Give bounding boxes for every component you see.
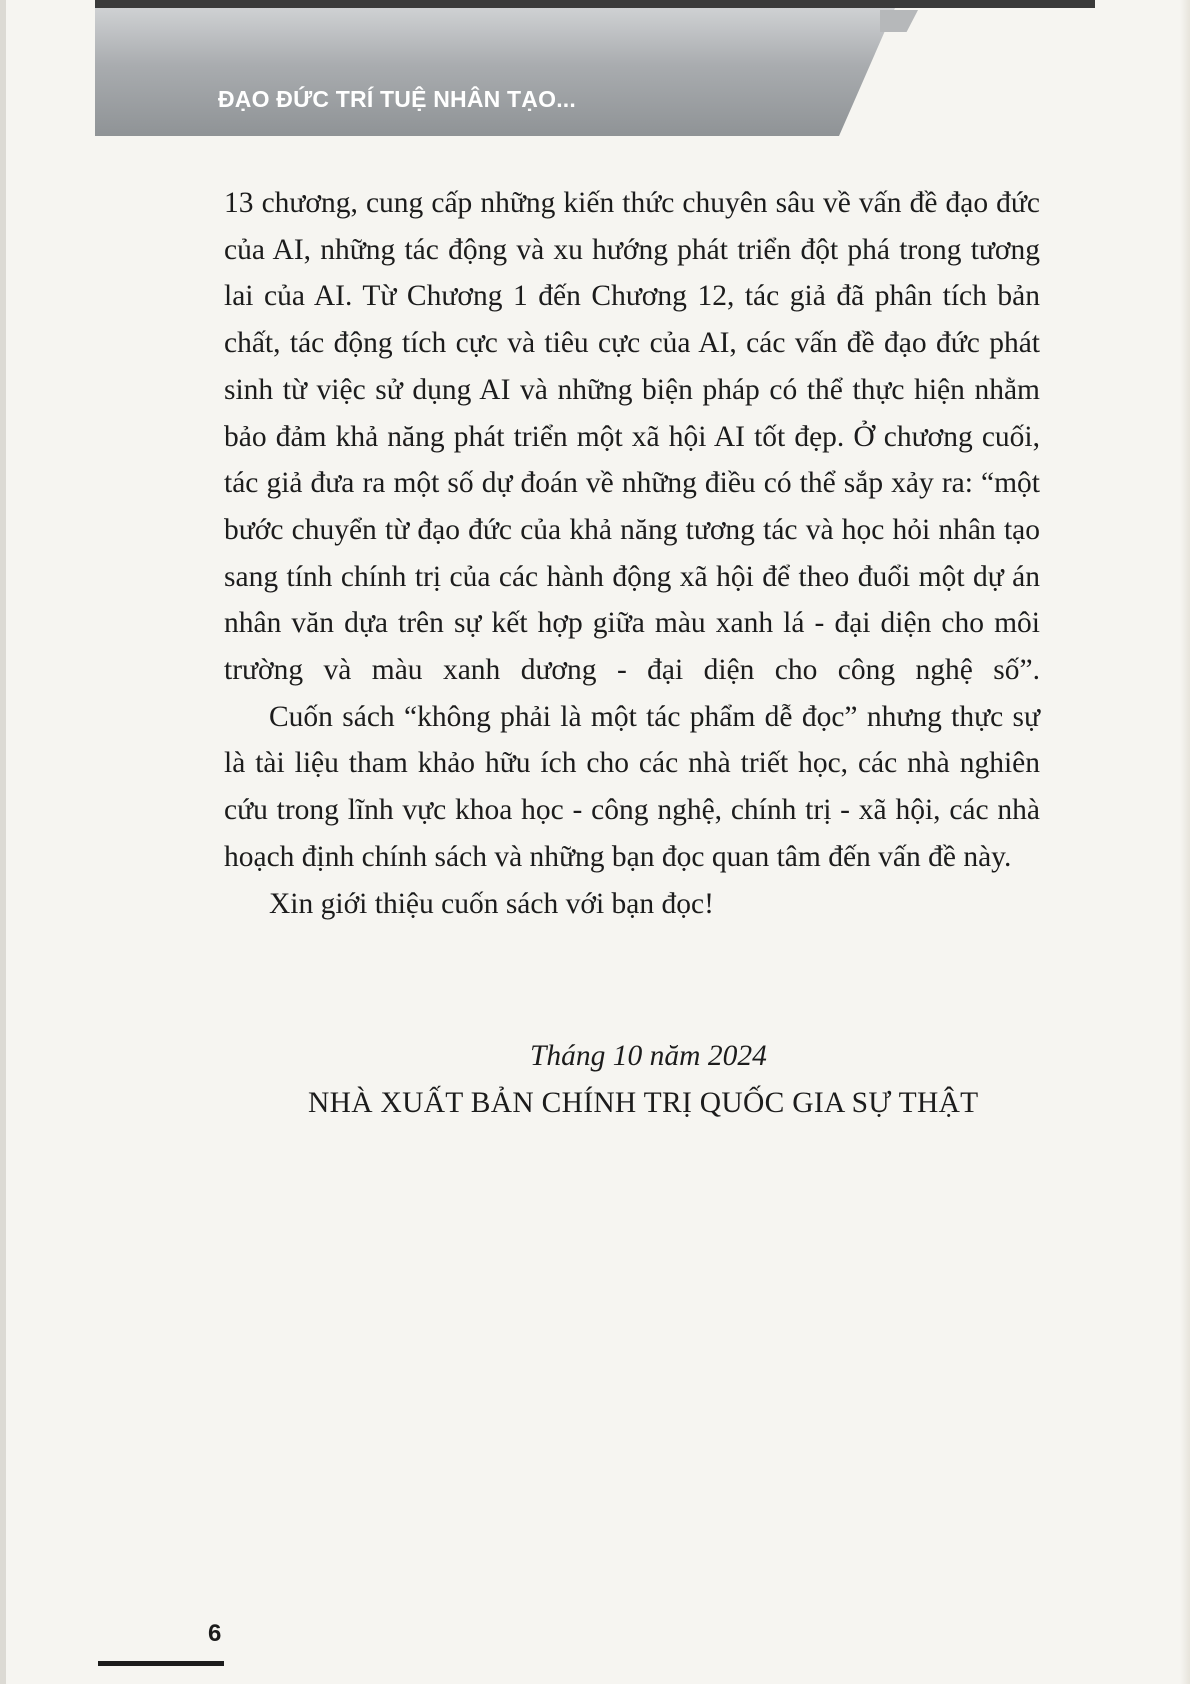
running-header-band xyxy=(95,8,895,136)
running-header-tab xyxy=(880,10,918,32)
main-text xyxy=(224,180,1040,927)
paragraph-book-assessment: Cuốn sách “không phải là một tác phẩm dễ đọc” nhưng thực sự là tài liệu tham khảo hữu ích cho các nhà triết học, các nhà nghiên cứu trong lĩnh vực khoa học - công nghệ, chính trị - xã hội, các nhà hoạch định chính sách và những bạn đọc quan tâm đến vấn đề này. xyxy=(224,700,1040,873)
page-number: 6 xyxy=(208,1620,222,1647)
footer-rule xyxy=(98,1661,224,1666)
header-top-edge xyxy=(95,0,1095,8)
page-edge-left xyxy=(0,0,6,1684)
paragraph-continuation: 13 chương, cung cấp những kiến thức chuyên sâu về vấn đề đạo đức của AI, những tác động và xu hướng phát triển đột phá trong tương lai của AI. Từ Chương 1 đến Chương 12, tác giả đã phân tích bản chất, tác động tích cực và tiêu cực của AI, các vấn đề đạo đức phát sinh từ việc sử dụng AI và những biện pháp có thể thực hiện nhằm bảo đảm khả năng phát triển một xã hội AI tốt đẹp. Ở chương cuối, tác giả đưa ra một số dự đoán về những điều có thể sắp xảy ra: “một bước chuyển từ đạo đức của khả năng tương tác và học hỏi nhân tạo sang tính chính trị của các hành động xã hội để theo đuổi một dự án nhân văn dựa trên sự kết hợp giữa màu xanh lá - đại diện cho môi trường và màu xanh dương - đại diện cho công nghệ số”. xyxy=(224,187,1040,687)
paragraph-closing: Xin giới thiệu cuốn sách với bạn đọc! xyxy=(269,887,714,920)
running-title: ĐẠO ĐỨC TRÍ TUỆ NHÂN TẠO... xyxy=(218,86,576,112)
signature-date: Tháng 10 năm 2024 xyxy=(530,1040,767,1072)
signature-publisher: NHÀ XUẤT BẢN CHÍNH TRỊ QUỐC GIA SỰ THẬT xyxy=(308,1087,979,1119)
page-edge-right xyxy=(1180,0,1190,1684)
